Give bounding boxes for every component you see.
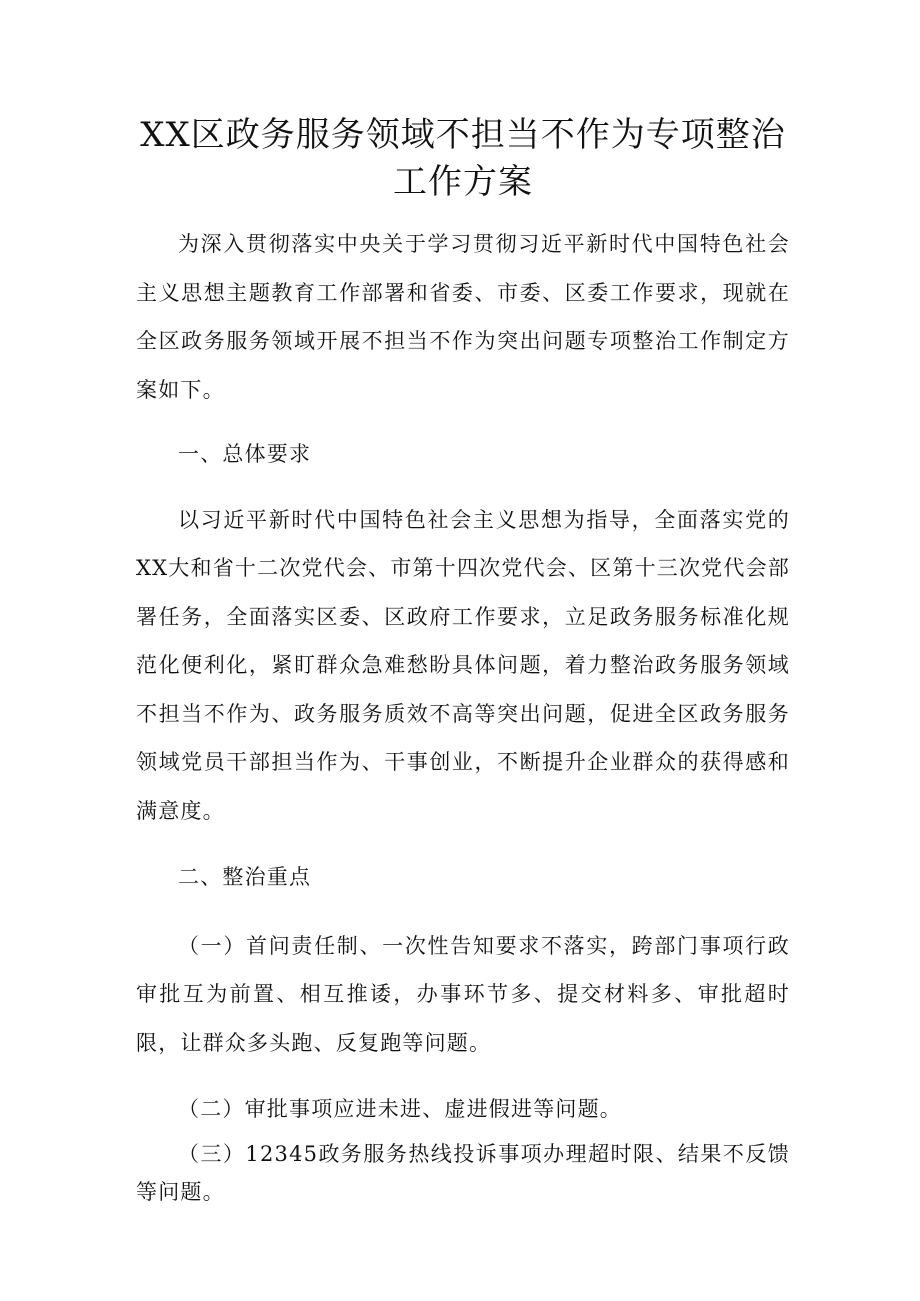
general-requirements-paragraph: 以习近平新时代中国特色社会主义思想为指导，全面落实党的XX大和省十二次党代会、市第十四次党代会、区第十三次党代会部署任务，全面落实区委、区政府工作要求，立足政务服务标准化规范化便利化，紧盯群众急难愁盼具体问题，着力整治政务服务领域不担当不作为、政务服务质效不高等突出问题，促进全区政务服务领域党员干部担当作为、干事创业，不断提升企业群众的获得感和满意度。 <box>136 507 790 823</box>
focus-item-2: （二）审批事项应进未进、虚进假进等问题。 <box>178 1097 622 1121</box>
intro-paragraph: 为深入贯彻落实中央关于学习贯彻习近平新时代中国特色社会主义思想主题教育工作部署和省委、市委、区委工作要求，现就在全区政务服务领域开展不担当不作为突出问题专项整治工作制定方案如下。 <box>136 232 790 402</box>
focus-item-1: （一）首问责任制、一次性告知要求不落实，跨部门事项行政审批互为前置、相互推诿，办事环节多、提交材料多、审批超时限，让群众多头跑、反复跑等问题。 <box>136 933 790 1055</box>
section-heading-general-requirements: 一、总体要求 <box>178 442 312 466</box>
section-heading-rectification-focus: 二、整治重点 <box>178 865 312 889</box>
focus-item-3: （三）12345政务服务热线投诉事项办理超时限、结果不反馈等问题。 <box>136 1142 790 1204</box>
document-title: XX区政务服务领域不担当不作为专项整治工作方案 <box>140 115 786 202</box>
